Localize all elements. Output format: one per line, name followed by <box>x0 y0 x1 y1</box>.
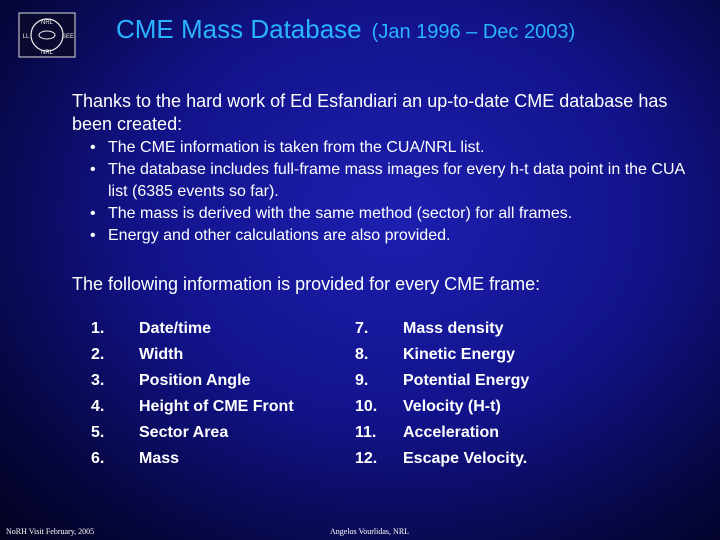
left-numbers <box>91 316 121 472</box>
logo-top-text: NRL <box>40 20 54 26</box>
item-number: 10. <box>355 398 378 415</box>
item-number: 1. <box>91 320 105 337</box>
right-labels <box>403 316 529 472</box>
item-label: Mass <box>139 450 180 467</box>
item-label: Escape Velocity. <box>403 450 528 467</box>
item-number: 2. <box>91 346 105 363</box>
item-label: Potential Energy <box>403 372 530 389</box>
item-number: 6. <box>91 450 105 467</box>
footer-event: NoRH Visit February, 2005 <box>6 527 95 536</box>
item-number: 11. <box>355 424 377 441</box>
frame-info-heading: The following information is provided for every CME frame: <box>72 274 541 294</box>
bullet-item: • The mass is derived with the same method (sector) for all frames. <box>90 203 700 225</box>
item-number: 12. <box>355 450 378 467</box>
item-label: Sector Area <box>139 424 229 441</box>
bullet-list <box>90 137 700 247</box>
title-main: CME Mass Database <box>116 14 362 44</box>
item-label: Mass density <box>403 320 504 337</box>
slide-title <box>116 14 575 45</box>
item-number: 7. <box>355 320 369 337</box>
title-date-range: (Jan 1996 – Dec 2003) <box>371 21 576 43</box>
left-labels <box>139 316 294 472</box>
item-label: Height of CME Front <box>139 398 294 415</box>
item-number: 4. <box>91 398 105 415</box>
logo-bottom-text: NRL <box>40 50 54 56</box>
item-label: Position Angle <box>139 372 251 389</box>
logo-right-text: SEE <box>61 34 75 40</box>
intro-text: Thanks to the hard work of Ed Esfandiari an up-to-date CME database has been created: <box>72 91 668 134</box>
right-numbers <box>355 316 395 472</box>
item-label: Date/time <box>139 320 212 337</box>
item-number: 8. <box>355 346 369 363</box>
item-number: 5. <box>91 424 105 441</box>
item-label: Width <box>139 346 184 363</box>
item-number: 9. <box>355 372 369 389</box>
item-label: Acceleration <box>403 424 500 441</box>
logo-left-text: LL <box>22 34 30 40</box>
bullet-item: • Energy and other calculations are also provided. <box>90 225 700 247</box>
footer-author: Angelos Vourlidas, NRL <box>330 527 410 536</box>
bullet-item: • The CME information is taken from the CUA/NRL list. <box>90 137 700 159</box>
bullet-item: • The database includes full-frame mass images for every h-t data point in the CUA list (6385 events so far). <box>90 159 700 203</box>
item-label: Kinetic Energy <box>403 346 516 363</box>
item-label: Velocity (H-t) <box>403 398 501 415</box>
item-number: 3. <box>91 372 105 389</box>
nrl-logo-icon <box>18 12 76 58</box>
